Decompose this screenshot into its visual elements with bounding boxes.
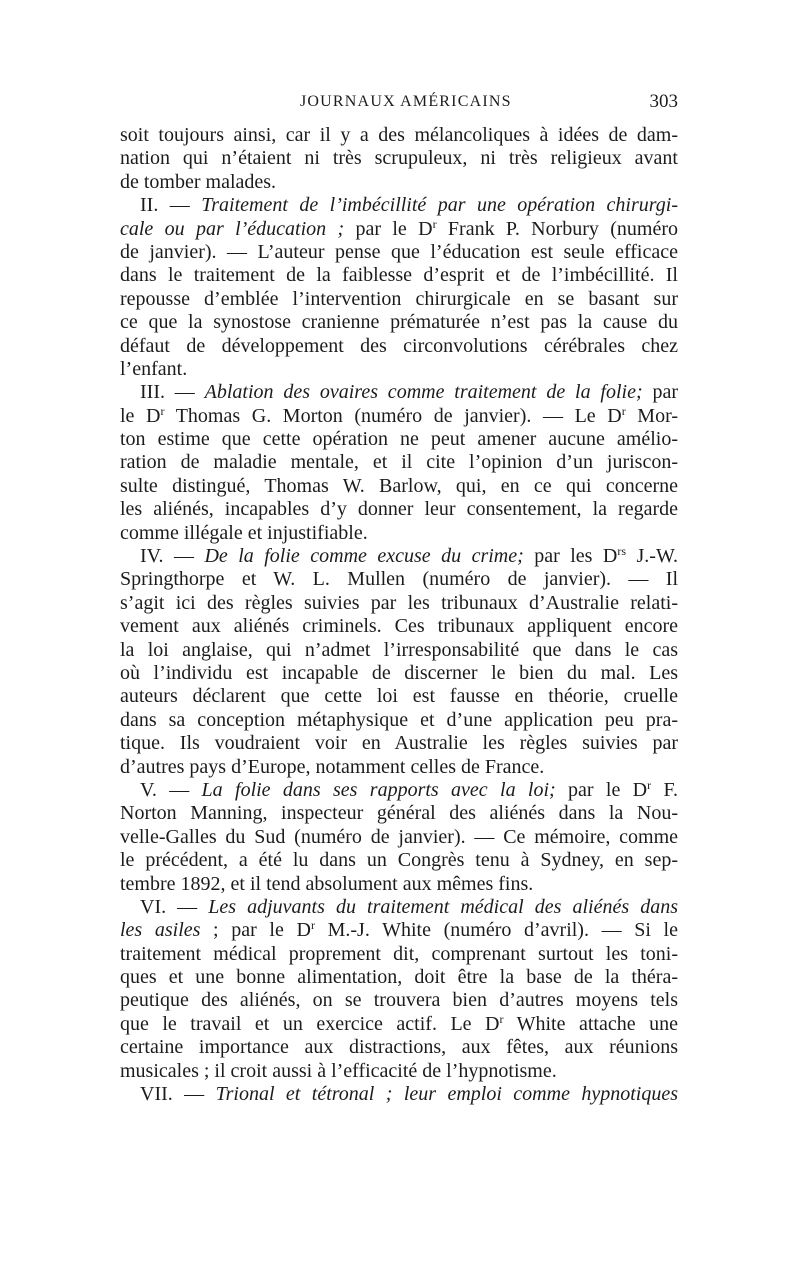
text-line: le précédent, a été lu dans un Congrès tenu à Sydney, en sep- bbox=[120, 849, 678, 872]
text-line: certaine importance aux distractions, aux fêtes, aux réunions bbox=[120, 1036, 678, 1059]
page-header bbox=[120, 91, 678, 121]
text-line: II. — Traitement de l’imbécillité par une opération chirurgi- bbox=[140, 194, 678, 217]
text-line: défaut de développement des circonvolutions cérébrales chez bbox=[120, 334, 678, 357]
text-line: Norton Manning, inspecteur général des aliénés dans la Nou- bbox=[120, 802, 678, 825]
text-line: d’autres pays d’Europe, notamment celles de France. bbox=[120, 755, 545, 778]
text-line: l’enfant. bbox=[120, 357, 188, 380]
text-line: ques et une bonne alimentation, doit être la base de la théra- bbox=[120, 966, 678, 989]
text-line: nation qui n’étaient ni très scrupuleux, ni très religieux avant bbox=[120, 147, 678, 170]
text-line: s’agit ici des règles suivies par les tribunaux d’Australie relati- bbox=[120, 591, 678, 614]
text-line: dans sa conception métaphysique et d’une application peu pra- bbox=[120, 708, 678, 731]
text-line: sulte distingué, Thomas W. Barlow, qui, en ce qui concerne bbox=[120, 474, 678, 497]
running-title: JOURNAUX AMÉRICAINS bbox=[300, 93, 512, 110]
text-line: dans le traitement de la faiblesse d’esprit et de l’imbécillité. Il bbox=[120, 264, 678, 287]
text-line: V. — La folie dans ses rapports avec la loi; par le $D^r$ F. bbox=[140, 777, 678, 801]
text-line: tembre 1892, et il tend absolument aux mêmes fins. bbox=[120, 872, 534, 895]
text-line: où l’individu est incapable de discerner le bien du mal. Les bbox=[120, 661, 678, 684]
text-line: musicales ; il croit aussi à l’efficacité de l’hypnotisme. bbox=[120, 1059, 557, 1082]
text-line: ce que la synostose cranienne prématurée n’est pas la cause du bbox=[120, 311, 678, 334]
text-line: Springthorpe et W. L. Mullen (numéro de janvier). — Il bbox=[120, 568, 678, 591]
text-line: cale ou par l’éducation ; par le $D^r$ Frank P. Norbury (numéro bbox=[120, 216, 679, 240]
text-line: peutique des aliénés, on se trouvera bien d’autres moyens tels bbox=[120, 989, 678, 1012]
text-line: tique. Ils voudraient voir en Australie les règles suivies par bbox=[120, 732, 678, 755]
text-line: comme illégale et injustifiable. bbox=[120, 521, 368, 544]
text-line: soit toujours ainsi, car il y a des mélancoliques à idées de dam- bbox=[120, 124, 678, 146]
text-line: le $D^r$ Thomas G. Morton (numéro de janvier). — Le $D^r$ Mor- bbox=[120, 403, 678, 427]
text-line: IV. — De la folie comme excuse du crime; par les $D^{rs}$ J.-W. bbox=[140, 544, 678, 568]
page-body-text bbox=[120, 124, 678, 1106]
text-line: que le travail et un exercice actif. Le $D^r$ White attache une bbox=[120, 1011, 678, 1035]
text-line: velle-Galles du Sud (numéro de janvier). — Ce mémoire, comme bbox=[120, 825, 678, 848]
text-line: auteurs déclarent que cette loi est fausse en théorie, cruelle bbox=[120, 685, 678, 708]
text-line: traitement médical proprement dit, comprenant surtout les toni- bbox=[120, 942, 678, 965]
text-line: ration de maladie mentale, et il cite l’opinion d’un juriscon- bbox=[120, 451, 678, 474]
text-line: de tomber malades. bbox=[120, 170, 277, 193]
text-line: de janvier). — L’auteur pense que l’éducation est seule efficace bbox=[120, 240, 678, 263]
text-line: la loi anglaise, qui n’admet l’irresponsabilité que dans le cas bbox=[120, 638, 678, 661]
text-line: repousse d’emblée l’intervention chirurgicale en se basant sur bbox=[120, 287, 678, 310]
text-line: vement aux aliénés criminels. Ces tribunaux appliquent encore bbox=[120, 615, 678, 638]
text-line: VII. — Trional et tétronal ; leur emploi comme hypnotiques bbox=[140, 1083, 679, 1106]
page-number: 303 bbox=[649, 91, 678, 112]
text-line: les aliénés, incapables d’y donner leur consentement, la regarde bbox=[120, 498, 678, 521]
text-line: VI. — Les adjuvants du traitement médical des aliénés dans bbox=[140, 895, 678, 918]
text-line: III. — Ablation des ovaires comme traitement de la folie; par bbox=[140, 381, 678, 404]
text-line: les asiles ; par le $D^r$ M.-J. White (numéro d’avril). — Si le bbox=[120, 918, 678, 942]
text-line: ton estime que cette opération ne peut amener aucune amélio- bbox=[120, 428, 678, 451]
